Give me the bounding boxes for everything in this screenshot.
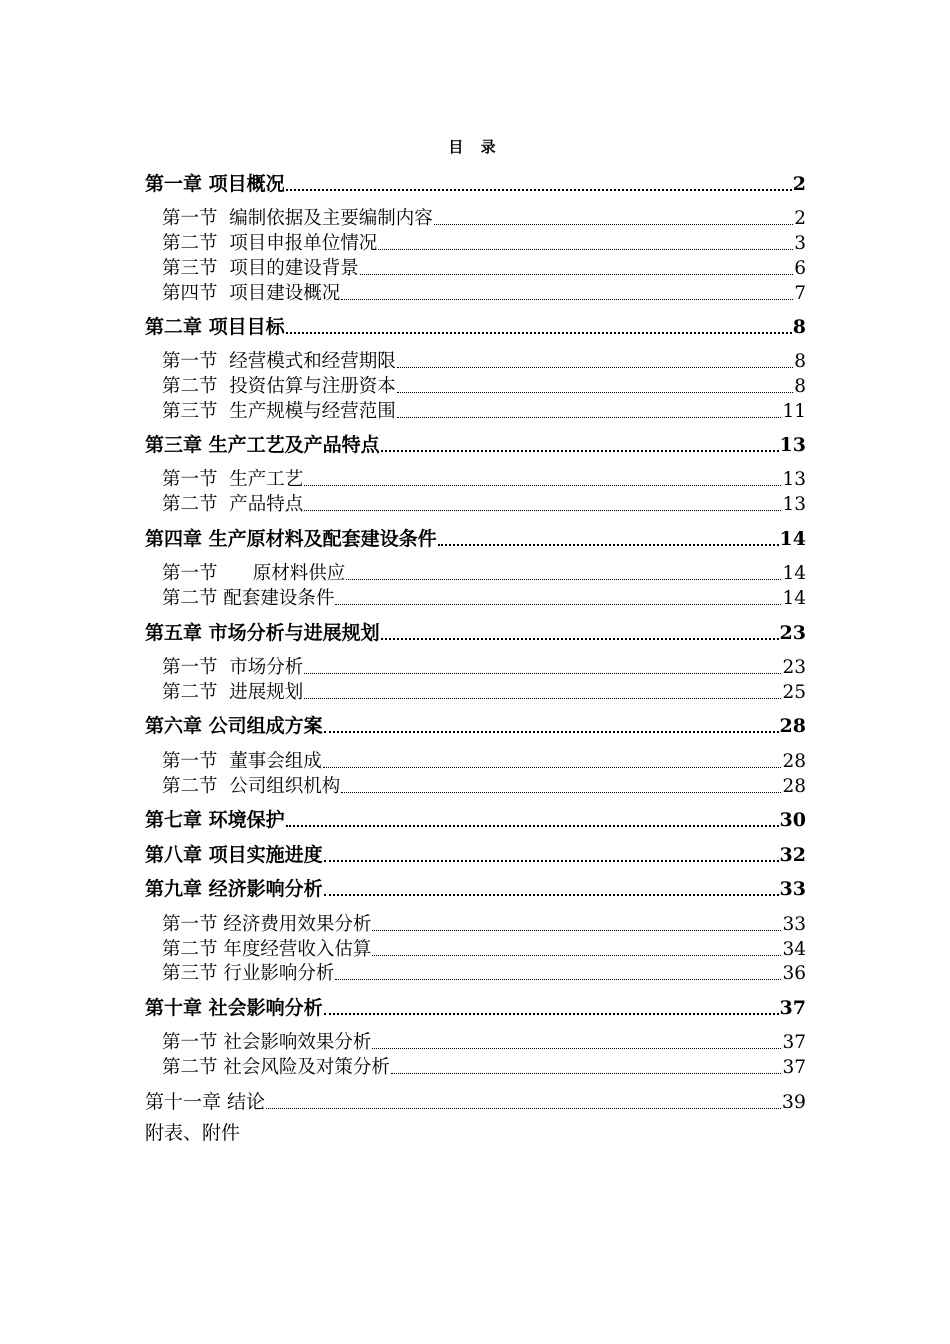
- toc-leader-dots: [341, 792, 781, 793]
- toc-leader-dots: [324, 1013, 779, 1015]
- toc-page-number: 28: [782, 750, 806, 772]
- toc-leader-dots: [397, 417, 782, 418]
- toc-entry-label: 第二节 进展规划: [162, 681, 304, 703]
- toc-section-entry[interactable]: [162, 492, 806, 514]
- toc-entry-label: 第二节 社会风险及对策分析: [162, 1056, 390, 1078]
- toc-section-entry[interactable]: [162, 749, 806, 771]
- toc-entry-label: 第十章 社会影响分析: [145, 997, 323, 1019]
- toc-page-number: 11: [782, 400, 806, 422]
- toc-entry-label: 第九章 经济影响分析: [145, 878, 323, 900]
- toc-chapter-entry[interactable]: [145, 621, 806, 643]
- toc-section-entry[interactable]: [162, 1055, 806, 1077]
- toc-entry-label: 第一节 原材料供应: [162, 562, 346, 584]
- toc-entry-label: 第七章 环境保护: [145, 809, 285, 831]
- toc-entry-label: 第一节 经济费用效果分析: [162, 913, 372, 935]
- toc-entry-label: 第三节 行业影响分析: [162, 962, 335, 984]
- toc-entry-label: 第一章 项目概况: [145, 173, 285, 195]
- toc-entry-label: 第四节 项目建设概况: [162, 282, 341, 304]
- toc-page-number: 3: [794, 232, 806, 254]
- toc-entry-label: 第八章 项目实施进度: [145, 844, 323, 866]
- toc-page-number: 34: [782, 938, 806, 960]
- toc-leader-dots: [372, 1048, 781, 1049]
- toc-leader-dots: [286, 189, 792, 191]
- toc-title: 目 录: [448, 138, 502, 156]
- toc-entry[interactable]: [145, 1090, 806, 1112]
- toc-page-number: 33: [779, 878, 806, 900]
- toc-page-number: 37: [782, 1056, 806, 1078]
- toc-leader-dots: [397, 367, 793, 368]
- toc-leader-dots: [286, 825, 779, 827]
- toc-section-entry[interactable]: [162, 937, 806, 959]
- toc-page-number: 2: [792, 173, 806, 195]
- toc-leader-dots: [286, 332, 792, 334]
- toc-entry-label: 第二节 公司组织机构: [162, 775, 341, 797]
- toc-page-number: 39: [781, 1091, 806, 1113]
- toc-section-entry[interactable]: [162, 680, 806, 702]
- toc-page-number: 23: [782, 656, 806, 678]
- toc-page-number: 37: [782, 1031, 806, 1053]
- toc-page-number: 13: [782, 493, 806, 515]
- toc-leader-dots: [381, 450, 779, 452]
- toc-leader-dots: [324, 860, 779, 862]
- toc-page-number: 8: [794, 350, 806, 372]
- toc-section-entry[interactable]: [162, 206, 806, 228]
- toc-section-entry[interactable]: [162, 774, 806, 796]
- toc-entry-label: 第一节 生产工艺: [162, 468, 304, 490]
- toc-section-entry[interactable]: [162, 399, 806, 421]
- toc-entry-label: 第一节 市场分析: [162, 656, 304, 678]
- toc-section-entry[interactable]: [162, 349, 806, 371]
- toc-leader-dots: [266, 1108, 781, 1109]
- toc-section-entry[interactable]: [162, 655, 806, 677]
- toc-entry-label: 第二节 配套建设条件: [162, 587, 335, 609]
- toc-entry-label: 第三节 生产规模与经营范围: [162, 400, 396, 422]
- toc-leader-dots: [341, 299, 793, 300]
- toc-page-number: 14: [779, 528, 806, 550]
- toc-leader-dots: [304, 698, 781, 699]
- toc-entry-label: 第二节 产品特点: [162, 493, 304, 515]
- toc-chapter-entry[interactable]: [145, 527, 806, 549]
- toc-chapter-entry[interactable]: [145, 877, 806, 899]
- toc-section-entry[interactable]: [162, 256, 806, 278]
- toc-leader-dots: [381, 638, 779, 640]
- toc-section-entry[interactable]: [162, 1030, 806, 1052]
- toc-section-entry[interactable]: [162, 374, 806, 396]
- toc-section-entry[interactable]: [162, 961, 806, 983]
- toc-section-entry[interactable]: [162, 281, 806, 303]
- toc-page-number: 33: [782, 913, 806, 935]
- toc-leader-dots: [324, 731, 779, 733]
- toc-section-entry[interactable]: [162, 231, 806, 253]
- toc-leader-dots: [378, 249, 793, 250]
- toc-section-entry[interactable]: [162, 912, 806, 934]
- toc-section-entry[interactable]: [162, 561, 806, 583]
- toc-chapter-entry[interactable]: [145, 172, 806, 194]
- toc-section-entry[interactable]: [162, 586, 806, 608]
- toc-chapter-entry[interactable]: [145, 714, 806, 736]
- toc-entry-label: 第一节 经营模式和经营期限: [162, 350, 396, 372]
- toc-leader-dots: [438, 544, 779, 546]
- toc-page-number: 14: [782, 562, 806, 584]
- toc-chapter-entry[interactable]: [145, 433, 806, 455]
- toc-entry-label: 第二节 年度经营收入估算: [162, 938, 372, 960]
- toc-page-number: 30: [779, 809, 806, 831]
- toc-section-entry[interactable]: [162, 467, 806, 489]
- toc-leader-dots: [304, 510, 781, 511]
- toc-page-number: 6: [794, 257, 806, 279]
- toc-appendix[interactable]: 附表、附件: [145, 1122, 241, 1144]
- toc-page-number: 25: [782, 681, 806, 703]
- toc-entry-label: 第一节 编制依据及主要编制内容: [162, 207, 433, 229]
- toc-leader-dots: [335, 604, 781, 605]
- toc-page-number: 7: [794, 282, 806, 304]
- toc-page-number: 13: [779, 434, 806, 456]
- toc-leader-dots: [391, 1073, 782, 1074]
- toc-entry-label: 第三章 生产工艺及产品特点: [145, 434, 380, 456]
- toc-chapter-entry[interactable]: [145, 996, 806, 1018]
- toc-entry-label: 第十一章 结论: [145, 1091, 266, 1113]
- toc-entry-label: 第五章 市场分析与进展规划: [145, 622, 380, 644]
- toc-leader-dots: [372, 955, 781, 956]
- toc-chapter-entry[interactable]: [145, 315, 806, 337]
- toc-entry-label: 第六章 公司组成方案: [145, 715, 323, 737]
- toc-entry-label: 第二章 项目目标: [145, 316, 285, 338]
- toc-leader-dots: [346, 579, 781, 580]
- toc-leader-dots: [304, 673, 781, 674]
- toc-leader-dots: [372, 930, 781, 931]
- toc-page-number: 37: [779, 997, 806, 1019]
- toc-page-number: 32: [779, 844, 806, 866]
- toc-leader-dots: [360, 274, 793, 275]
- toc-leader-dots: [323, 767, 782, 768]
- toc-entry-label: 第一节 社会影响效果分析: [162, 1031, 372, 1053]
- toc-page-number: 13: [782, 468, 806, 490]
- toc-leader-dots: [304, 485, 781, 486]
- toc-page-number: 36: [782, 962, 806, 984]
- toc-page-number: 23: [779, 622, 806, 644]
- toc-entry-label: 第二节 投资估算与注册资本: [162, 375, 396, 397]
- toc-chapter-entry[interactable]: [145, 808, 806, 830]
- toc-leader-dots: [434, 224, 793, 225]
- toc-entry-label: 第三节 项目的建设背景: [162, 257, 359, 279]
- toc-leader-dots: [324, 894, 779, 896]
- toc-page-number: 8: [794, 375, 806, 397]
- toc-entry-label: 第一节 董事会组成: [162, 750, 322, 772]
- toc-leader-dots: [397, 392, 793, 393]
- toc-page-number: 14: [782, 587, 806, 609]
- toc-leader-dots: [335, 979, 781, 980]
- toc-page-number: 8: [792, 316, 806, 338]
- toc-entry-label: 第四章 生产原材料及配套建设条件: [145, 528, 437, 550]
- toc-page-number: 28: [779, 715, 806, 737]
- toc-page-number: 28: [782, 775, 806, 797]
- toc-page-number: 2: [794, 207, 806, 229]
- toc-entry-label: 第二节 项目申报单位情况: [162, 232, 378, 254]
- toc-chapter-entry[interactable]: [145, 843, 806, 865]
